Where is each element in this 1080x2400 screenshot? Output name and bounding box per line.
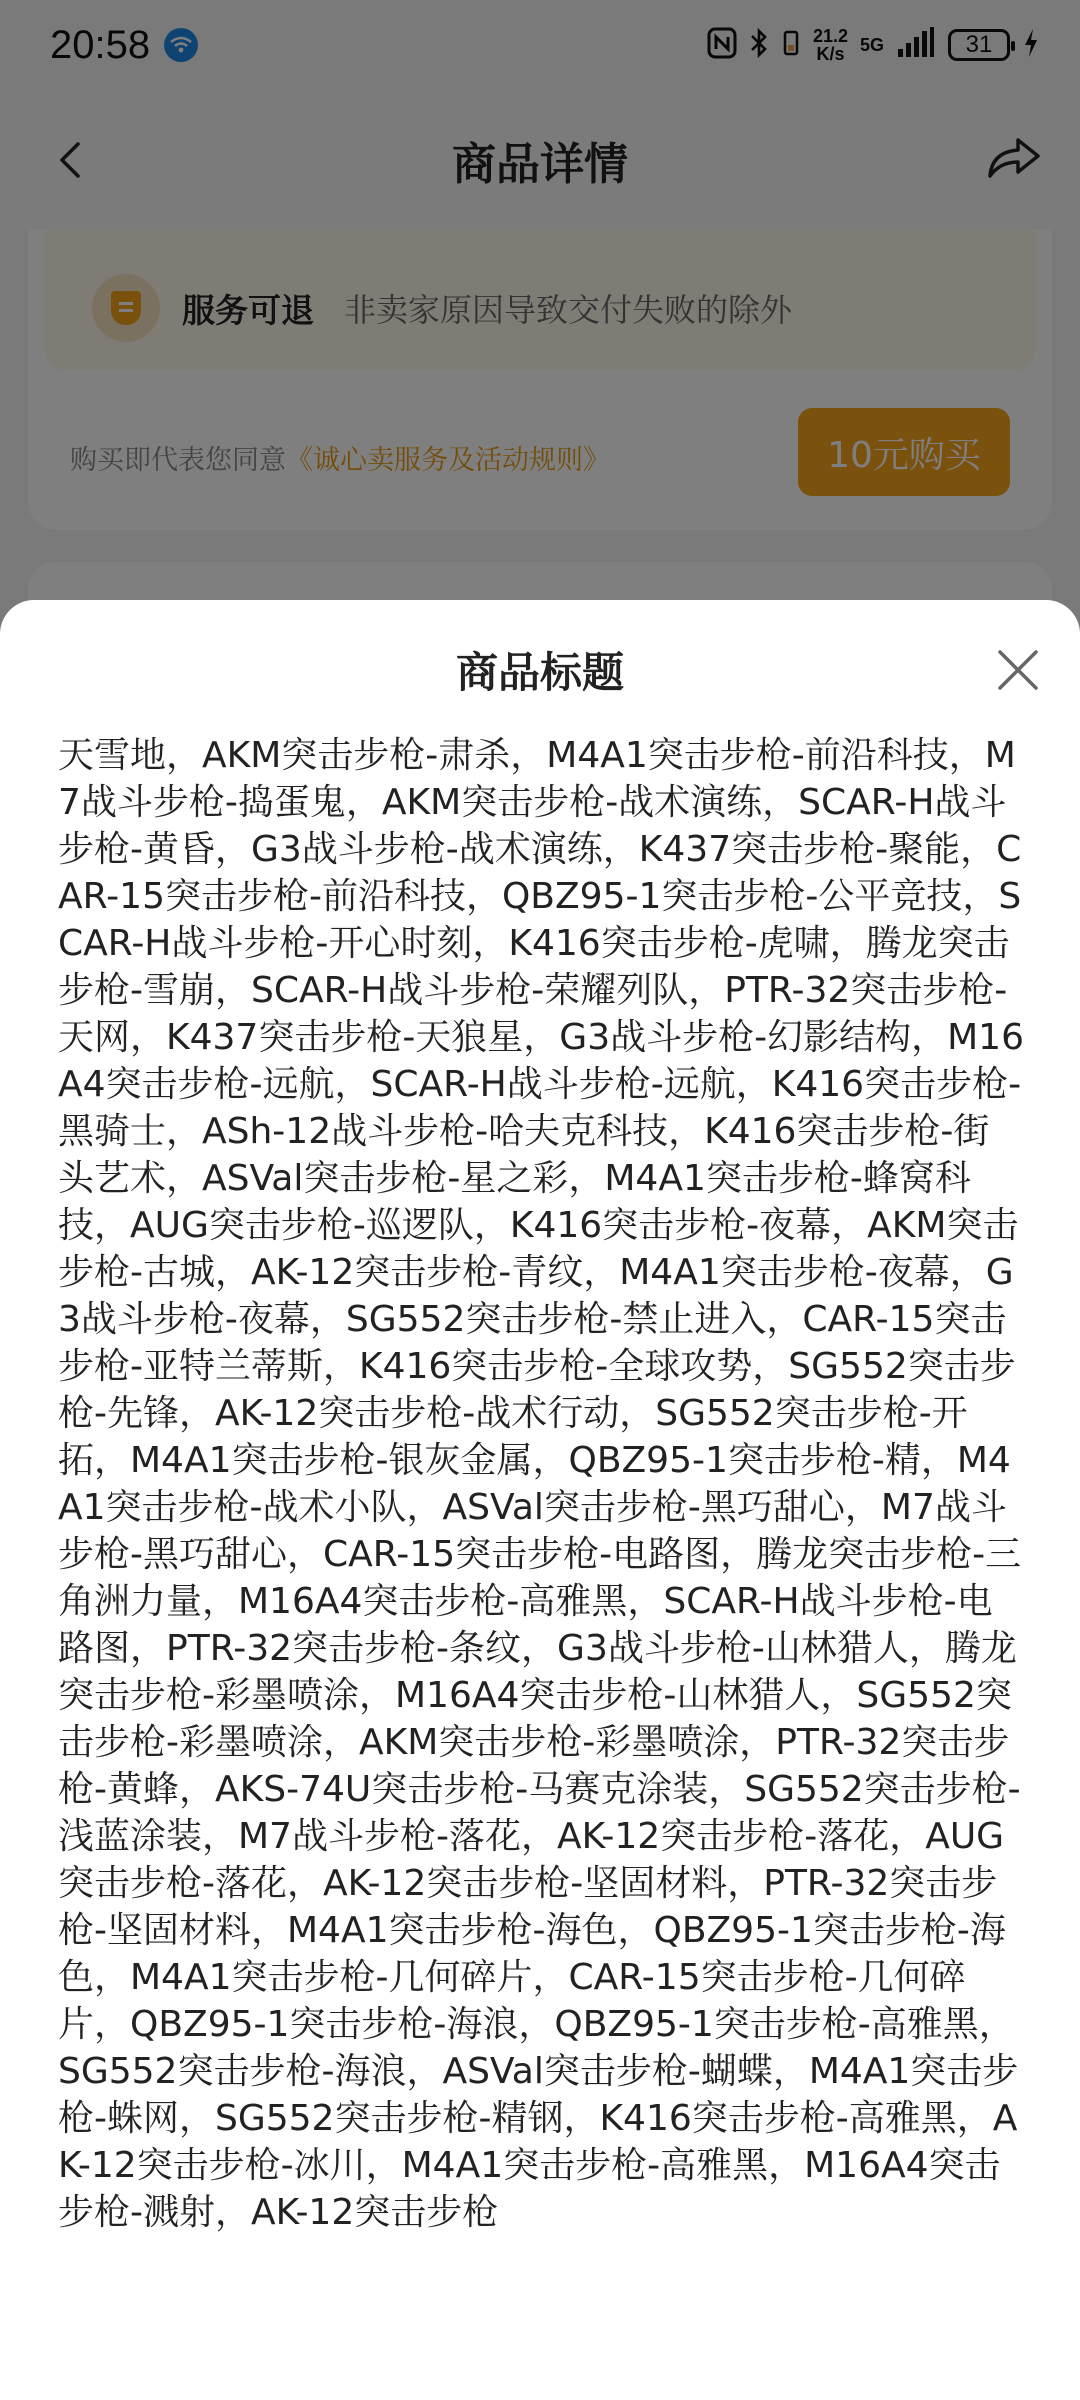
sheet-title: 商品标题 [455, 648, 624, 697]
close-icon[interactable] [994, 646, 1042, 694]
sheet-body-text: 天雪地，AKM突击步枪-肃杀，M4A1突击步枪-前沿科技，M7战斗步枪-捣蛋鬼，AKM突击步枪-战术演练，SCAR-H战斗步枪-黄昏，G3战斗步枪-战术演练，K437突击步枪-聚能，CAR-15突击步枪-前沿科技，QBZ95-1突击步枪-公平竞技，SCAR-H战斗步枪-开心时刻，K416突击步枪-虎啸，腾龙突击步枪-雪崩，SCAR-H战斗步枪-荣耀列队，PTR-32突击步枪-天网，K437突击步枪-天狼星，G3战斗步枪-幻影结构，M16A4突击步枪-远航，SCAR-H战斗步枪-远航，K416突击步枪-黑骑士，ASh-12战斗步枪-哈夫克科技，K416突击步枪-街头艺术，ASVal突击步枪-星之彩，M4A1突击步枪-蜂窝科技，AUG突击步枪-巡逻队，K416突击步枪-夜幕，AKM突击步枪-古城，AK-12突击步枪-青纹，M4A1突击步枪-夜幕，G3战斗步枪-夜幕，SG552突击步枪-禁止进入，CAR-15突击步枪-亚特兰蒂斯，K416突击步枪-全球攻势，SG552突击步枪-先锋，AK-12突击步枪-战术行动，SG552突击步枪-开拓，M4A1突击步枪-银灰金属，QBZ95-1突击步枪-精，M4A1突击步枪-战术小队，ASVal突击步枪-黑巧甜心，M7战斗步枪-黑巧甜心，CAR-15突击步枪-电路图，腾龙突击步枪-三角洲力量，M16A4突击步枪-高雅黑，SCAR-H战斗步枪-电路图，PTR-32突击步枪-条纹，G3战斗步枪-山林猎人，腾龙突击步枪-彩墨喷涂，M16A4突击步枪-山林猎人，SG552突击步枪-彩墨喷涂，AKM突击步枪-彩墨喷涂，PTR-32突击步枪-黄蜂，AKS-74U突击步枪-马赛克涂装，SG552突击步枪-浅蓝涂装，M7战斗步枪-落花，AK-12突击步枪-落花，AUG突击步枪-落花，AK-12突击步枪-坚固材料，PTR-32突击步枪-坚固材料，M4A1突击步枪-海色，QBZ95-1突击步枪-海色，M4A1突击步枪-几何碎片，CAR-15突击步枪-几何碎片，QBZ95-1突击步枪-海浪，QBZ95-1突击步枪-高雅黑，SG552突击步枪-海浪，ASVal突击步枪-蝴蝶，M4A1突击步枪-蛛网，SG552突击步枪-精钢，K416突击步枪-高雅黑，AK-12突击步枪-冰川，M4A1突击步枪-高雅黑，M16A4突击步枪-溅射，AK-12突击步枪 [58, 735, 1024, 2233]
title-bottom-sheet [0, 600, 1080, 2400]
